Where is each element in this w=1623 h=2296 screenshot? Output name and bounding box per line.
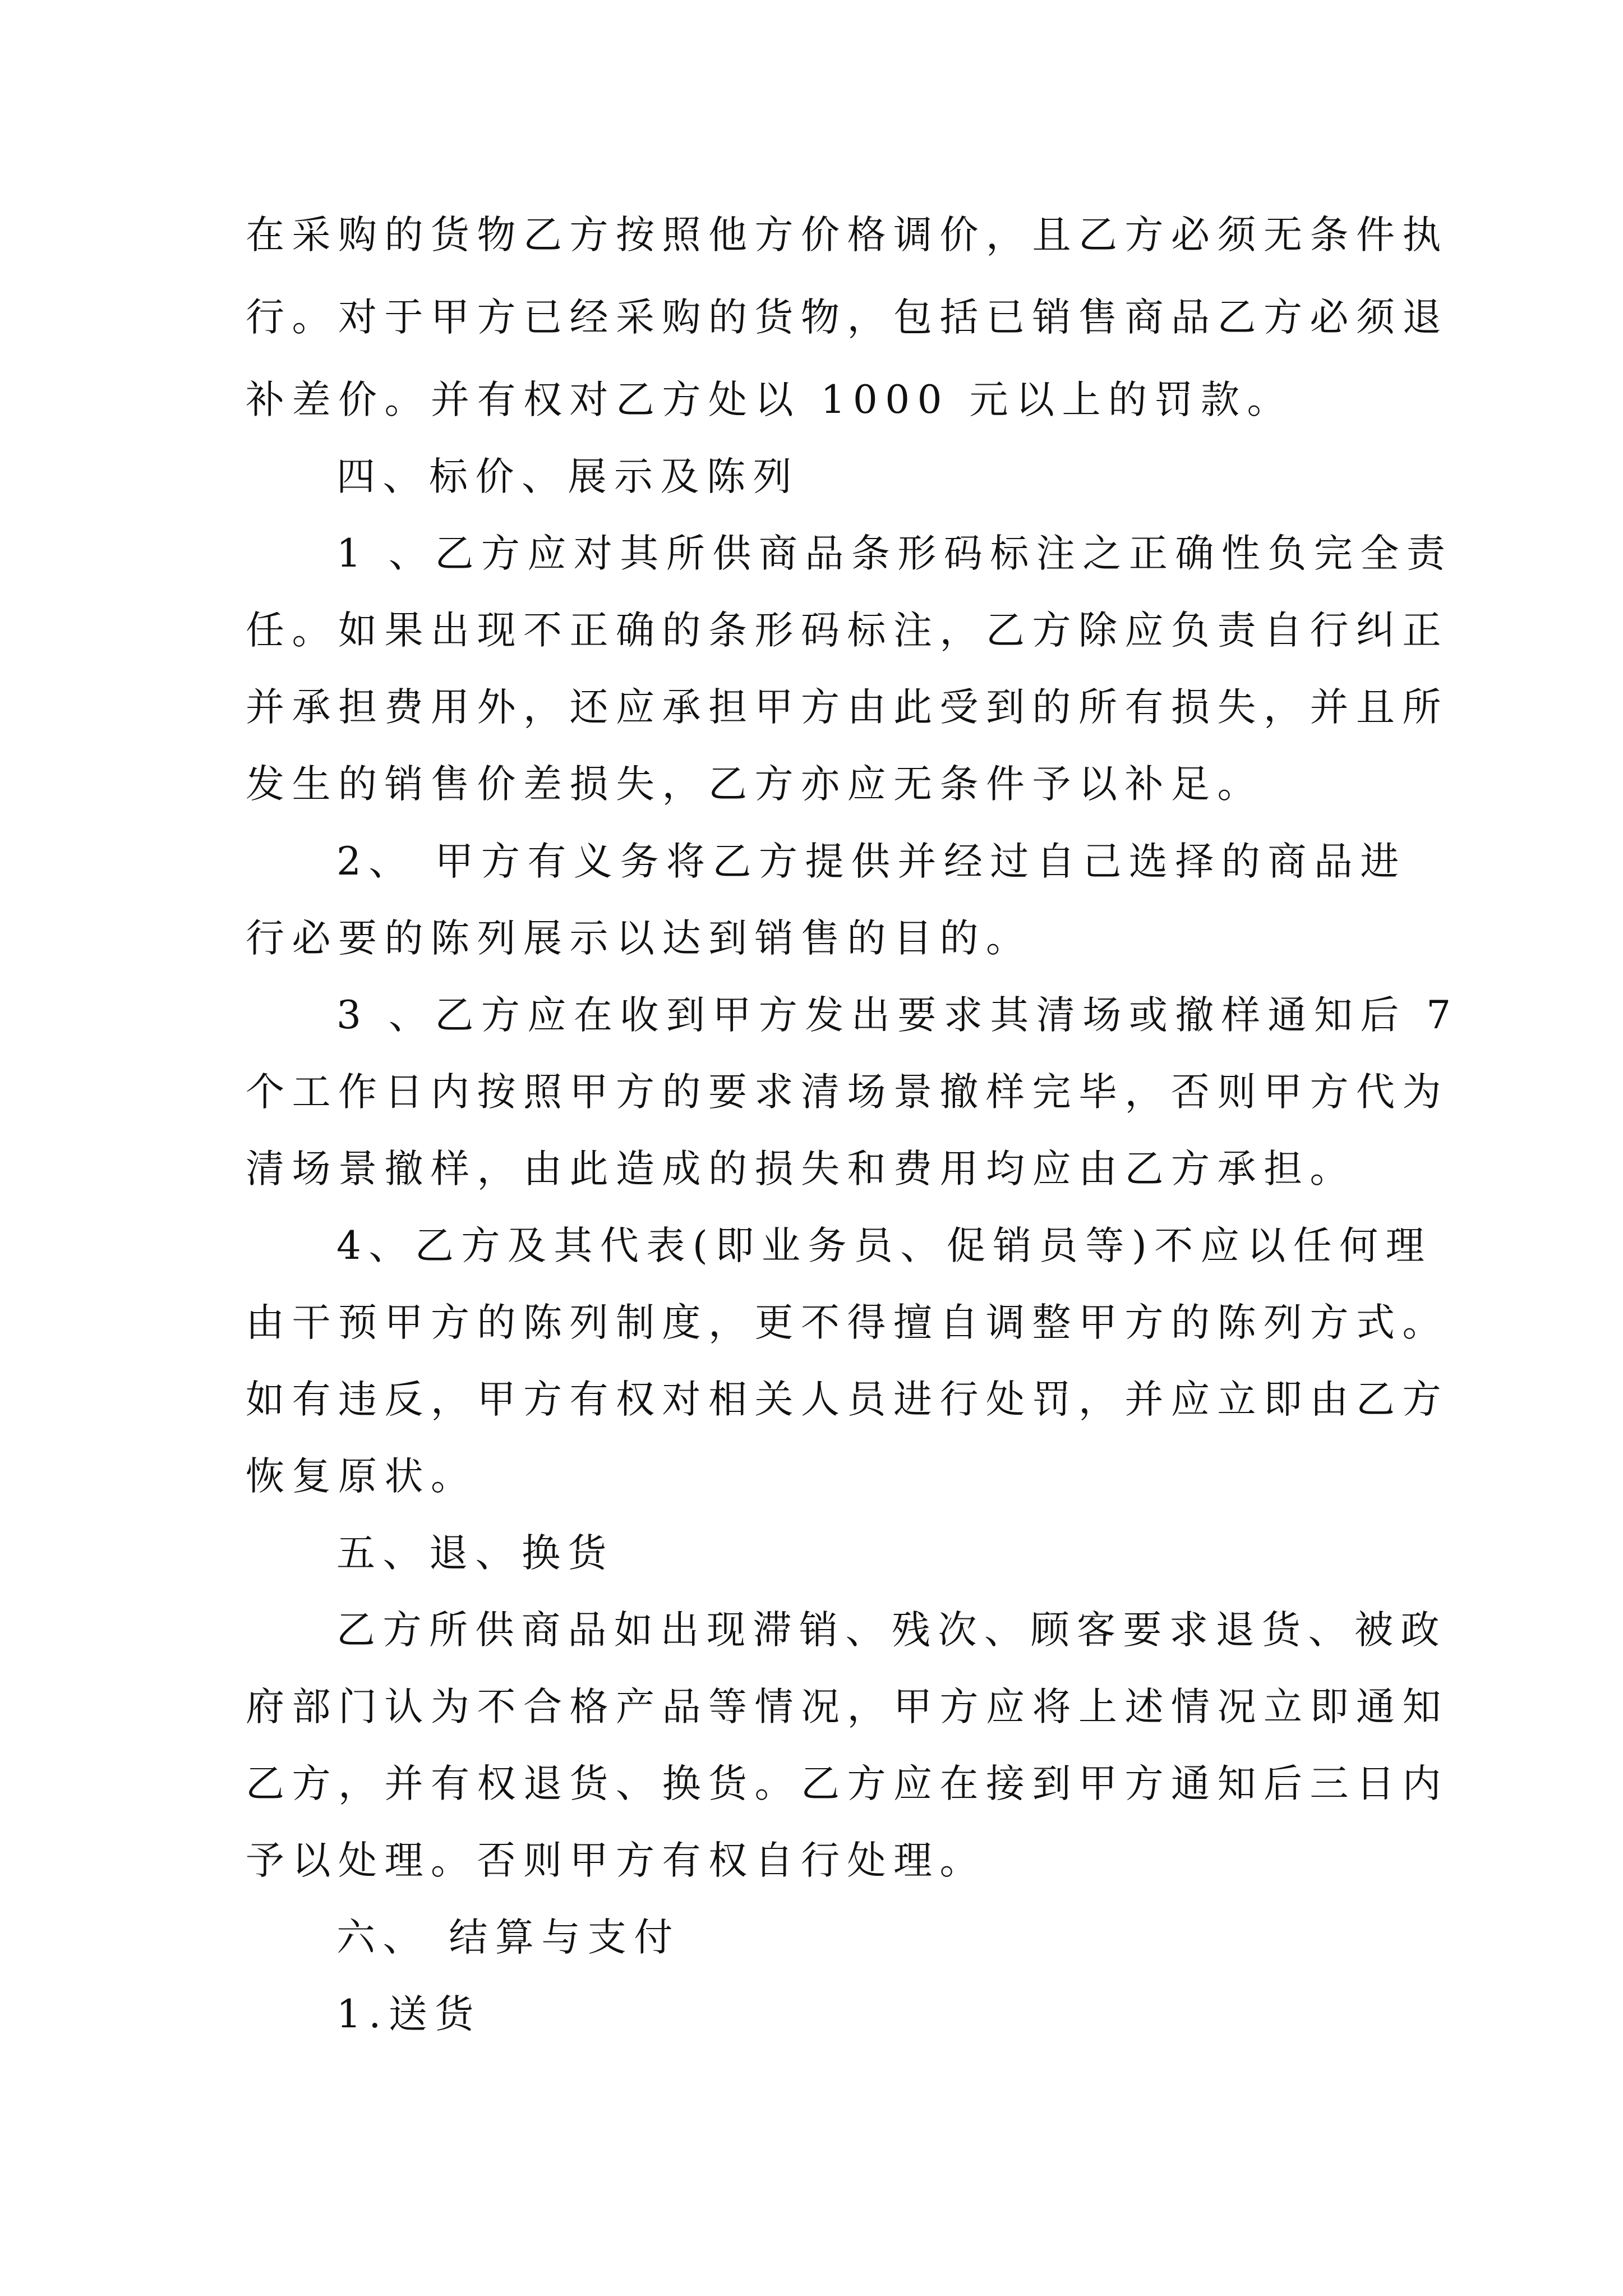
text-line: 如有违反，甲方有权对相关人员进行处罚，并应立即由乙方 <box>246 1377 1449 1422</box>
section-heading: 六、 结算与支付 <box>336 1915 680 1960</box>
text-line: 个工作日内按照甲方的要求清场景撤样完毕，否则甲方代为 <box>246 1070 1449 1115</box>
text-line: 清场景撤样，由此造成的损失和费用均应由乙方承担。 <box>246 1147 1356 1191</box>
text-line: 4、乙方及其代表(即业务员、促销员等)不应以任何理 <box>336 1223 1432 1268</box>
text-line: 恢复原状。 <box>246 1454 477 1499</box>
text-line: 乙方，并有权退货、换货。乙方应在接到甲方通知后三日内 <box>246 1761 1449 1806</box>
subsection-heading: 1.送货 <box>336 1992 481 2037</box>
text-line: 行。对于甲方已经采购的货物，包括已销售商品乙方必须退 <box>246 295 1449 340</box>
text-line: 在采购的货物乙方按照他方价格调价，且乙方必须无条件执 <box>246 213 1449 257</box>
section-heading: 五、退、换货 <box>336 1531 614 1576</box>
text-line: 3 、乙方应在收到甲方发出要求其清场或撤样通知后 7 <box>336 993 1459 1038</box>
text-line: 由干预甲方的陈列制度，更不得擅自调整甲方的陈列方式。 <box>246 1300 1449 1345</box>
text-line: 补差价。并有权对乙方处以 1000 元以上的罚款。 <box>246 378 1293 422</box>
text-line: 任。如果出现不正确的条形码标注，乙方除应负责自行纠正 <box>246 608 1449 653</box>
text-line: 并承担费用外，还应承担甲方由此受到的所有损失，并且所 <box>246 685 1449 730</box>
text-line: 乙方所供商品如出现滞销、残次、顾客要求退货、被政 <box>336 1608 1447 1653</box>
text-line: 行必要的陈列展示以达到销售的目的。 <box>246 916 1032 961</box>
text-line: 2、 甲方有义务将乙方提供并经过自己选择的商品进 <box>336 839 1407 884</box>
text-line: 1 、乙方应对其所供商品条形码标注之正确性负完全责 <box>336 531 1453 576</box>
text-line: 府部门认为不合格产品等情况，甲方应将上述情况立即通知 <box>246 1685 1449 1729</box>
text-line: 予以处理。否则甲方有权自行处理。 <box>246 1838 986 1883</box>
text-line: 发生的销售价差损失，乙方亦应无条件予以补足。 <box>246 762 1264 807</box>
section-heading: 四、标价、展示及陈列 <box>336 454 799 499</box>
